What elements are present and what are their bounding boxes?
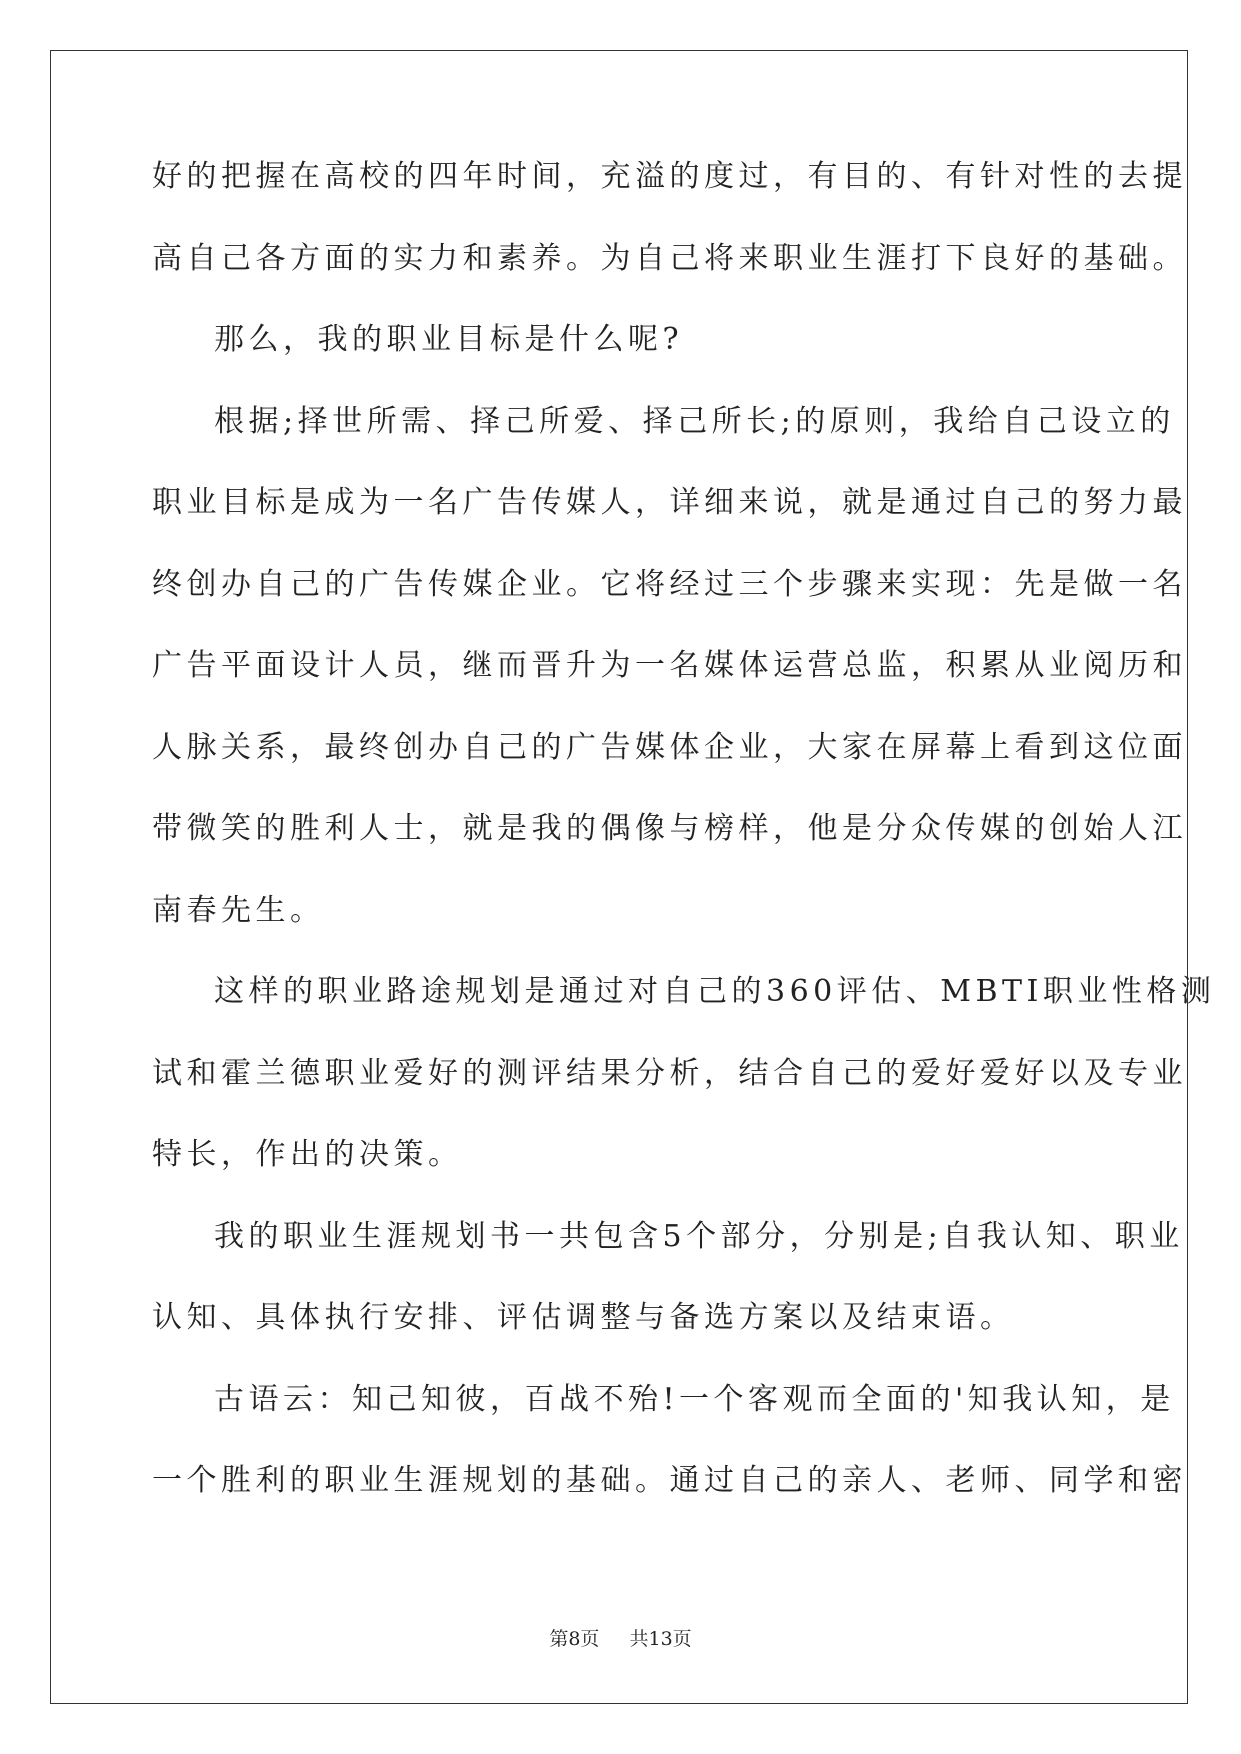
text-line: 认知、具体执行安排、评估调整与备选方案以及结束语。 <box>152 1300 1015 1335</box>
text-line: 南春先生。 <box>152 892 325 928</box>
text-line: 职业目标是成为一名广告传媒人，详细来说，就是通过自己的努力最 <box>152 485 1187 520</box>
page-number-current: 第8页 <box>549 1628 600 1650</box>
text-line: 这样的职业路途规划是通过对自己的360评估、MBTI职业性格测 <box>214 974 1216 1009</box>
text-line: 好的把握在高校的四年时间，充溢的度过，有目的、有针对性的去提 <box>152 159 1187 194</box>
text-line: 根据;择世所需、择己所爱、择己所长;的原则，我给自己设立的 <box>214 403 1175 439</box>
page-footer <box>0 1628 1241 1650</box>
text-line: 带微笑的胜利人士，就是我的偶像与榜样，他是分众传媒的创始人江 <box>152 811 1187 846</box>
text-line: 广告平面设计人员，继而晋升为一名媒体运营总监，积累从业阅历和 <box>152 648 1187 683</box>
text-line: 那么，我的职业目标是什么呢? <box>214 322 684 357</box>
text-line: 古语云：知己知彼，百战不殆!一个客观而全面的'知我认知，是 <box>214 1381 1175 1417</box>
page-number-total: 共13页 <box>629 1628 692 1650</box>
text-line: 终创办自己的广告传媒企业。它将经过三个步骤来实现：先是做一名 <box>152 566 1187 602</box>
text-line: 我的职业生涯规划书一共包含5个部分，分别是;自我认知、职业 <box>214 1218 1184 1254</box>
document-body <box>152 159 1216 1548</box>
text-line: 特长，作出的决策。 <box>152 1137 463 1172</box>
text-line: 高自己各方面的实力和素养。为自己将来职业生涯打下良好的基础。 <box>152 240 1187 276</box>
text-line: 试和霍兰德职业爱好的测评结果分析，结合自己的爱好爱好以及专业 <box>152 1055 1187 1091</box>
text-line: 人脉关系，最终创办自己的广告媒体企业，大家在屏幕上看到这位面 <box>152 729 1187 765</box>
text-line: 一个胜利的职业生涯规划的基础。通过自己的亲人、老师、同学和密 <box>152 1463 1187 1498</box>
